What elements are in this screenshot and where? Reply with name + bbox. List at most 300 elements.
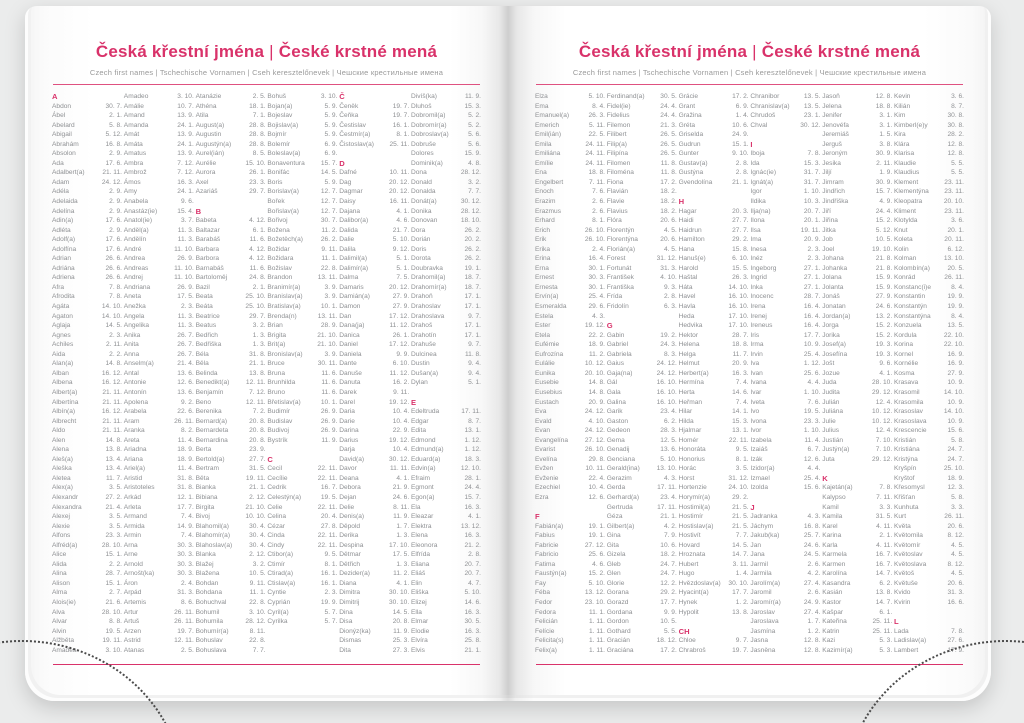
first-name: Hroznata: [678, 551, 706, 559]
first-name: Danuše: [339, 369, 362, 377]
name-entry: [750, 245, 820, 255]
name-day-date: 12. 11.: [245, 379, 266, 387]
name-entry: [894, 569, 964, 579]
name-day-date: 16. 8.: [105, 140, 122, 148]
first-name: Kira: [893, 131, 906, 139]
first-name: Ignác(ie): [750, 169, 777, 177]
name-day-date: 29. 7.: [249, 312, 266, 320]
first-name: Jaroslava: [750, 618, 779, 626]
name-entry: [124, 140, 194, 150]
name-entry: [750, 579, 820, 589]
first-name: Debora: [339, 484, 361, 492]
name-day-date: 29. 2.: [660, 589, 677, 597]
first-name: Amálie: [123, 102, 144, 110]
name-entry: [750, 426, 820, 436]
first-name: Edita: [410, 427, 427, 435]
first-name: Ambra: [123, 159, 144, 167]
first-name: Dejan: [339, 493, 357, 501]
name-entry: [607, 130, 677, 140]
first-name: Helmut: [678, 360, 700, 368]
first-name: Esmeralda: [535, 303, 567, 311]
first-name: Jakub(ka): [750, 532, 780, 540]
name-entry: [124, 503, 194, 513]
first-name: Adolf(a): [52, 236, 76, 244]
first-name: Boris: [267, 178, 283, 186]
name-day-date: 18. 1.: [249, 102, 266, 110]
name-day-date: 11. 9.: [393, 513, 410, 521]
name-day-date: 17. 11.: [657, 503, 677, 511]
name-day-date: 16. 7.: [875, 560, 893, 568]
name-day-date: 10. 3.: [803, 198, 821, 206]
name-entry: [679, 130, 749, 140]
name-entry: [124, 111, 194, 121]
first-name: Anabela: [123, 198, 148, 206]
first-name: Hedvika: [678, 322, 703, 330]
name-entry: [411, 245, 481, 255]
name-day-date: 5. 10.: [588, 579, 605, 587]
name-entry: [339, 254, 409, 264]
name-day-date: 20. 5.: [947, 264, 964, 272]
name-entry: [339, 350, 409, 360]
name-entry: [894, 273, 964, 283]
name-day-date: 7. 6.: [807, 398, 821, 406]
first-name: Amadeo: [123, 93, 149, 100]
name-day-date: 12. 6.: [803, 455, 821, 463]
first-name: Andriana: [123, 283, 151, 291]
name-entry: [196, 445, 266, 455]
first-name: Drahoš: [410, 322, 433, 330]
name-entry: [52, 121, 122, 131]
name-entry: [411, 493, 481, 503]
first-name: Evangelína: [535, 436, 568, 444]
footer-rule: [536, 664, 963, 666]
name-column: [196, 92, 266, 655]
first-name: Artuš: [123, 618, 140, 626]
name-entry: [196, 226, 266, 236]
name-day-date: 19. 1.: [588, 532, 605, 540]
first-name: Gilbert(a): [606, 522, 635, 530]
name-entry: [52, 617, 122, 627]
first-name: Anita: [123, 341, 139, 349]
name-entry: [535, 455, 605, 465]
name-day-date: 1. 5.: [879, 131, 893, 139]
name-day-date: 15. 3.: [464, 102, 481, 110]
name-day-date: 1. 2.: [807, 627, 821, 635]
name-entry: [679, 92, 749, 102]
name-entry: [267, 417, 337, 427]
first-name: Eusebie: [535, 379, 559, 387]
name-entry: [196, 149, 266, 159]
first-name: Iva: [750, 360, 760, 368]
name-entry: [535, 378, 605, 388]
first-name: Felície: [535, 627, 555, 635]
name-entry: [679, 168, 749, 178]
name-day-date: 30. 5.: [464, 618, 481, 626]
name-entry: [535, 541, 605, 551]
name-day-date: 6. 2.: [663, 417, 677, 425]
first-name: Jonáš: [822, 293, 840, 301]
name-day-date: 24. 3.: [660, 341, 677, 349]
first-name: Igor: [750, 188, 762, 196]
name-entry: [124, 579, 194, 589]
name-day-date: 22. 11.: [317, 474, 338, 482]
name-entry: [535, 235, 605, 245]
name-entry: [679, 359, 749, 369]
name-day-date: 10. 4.: [392, 446, 410, 454]
name-day-date: 21. 11.: [102, 388, 122, 396]
name-entry: [124, 617, 194, 627]
first-name: Armand: [123, 513, 147, 521]
name-entry: [822, 608, 892, 618]
name-day-date: 24. 12.: [101, 178, 122, 186]
first-name: Berenika: [195, 408, 222, 416]
name-entry: [894, 292, 964, 302]
first-name: Hostimír: [678, 513, 704, 521]
name-entry: [607, 378, 677, 388]
first-name: Aletea: [52, 474, 71, 482]
name-entry: [267, 569, 337, 579]
name-day-date: 26. 3.: [588, 112, 605, 120]
name-day-date: 7. 11.: [876, 493, 893, 501]
name-entry: [124, 407, 194, 417]
first-name: Izolda: [750, 484, 768, 492]
name-day-date: 30. 7.: [320, 217, 338, 225]
name-entry: [339, 617, 409, 627]
name-entry: [267, 178, 337, 188]
name-entry: [196, 378, 266, 388]
first-name: Dina: [339, 608, 353, 616]
first-name: Ariana: [123, 455, 143, 463]
name-day-date: 8. 2.: [180, 427, 194, 435]
left-page-header: [25, 6, 508, 85]
name-entry: [607, 159, 677, 169]
name-entry: [679, 455, 749, 465]
name-entry: [535, 350, 605, 360]
first-name: Adrian: [52, 255, 72, 263]
name-day-date: 8. 12.: [947, 560, 964, 568]
name-day-date: 21. 5.: [732, 522, 749, 530]
name-day-date: 11. 9.: [464, 93, 481, 100]
name-day-date: 19. 7.: [392, 112, 410, 120]
name-entry: [750, 121, 820, 131]
first-name: Athéna: [195, 102, 217, 110]
first-name: Anděl(a): [123, 226, 149, 234]
first-name: Čeněk: [339, 102, 359, 110]
name-day-date: 4. 5.: [663, 245, 677, 253]
first-name: Klotylda: [893, 217, 918, 225]
name-day-date: 12. 8.: [803, 637, 821, 645]
name-day-date: 5. 5.: [663, 627, 677, 635]
first-name: Budislav: [267, 417, 293, 425]
name-entry: [124, 273, 194, 283]
name-entry: [52, 407, 122, 417]
first-name: Bernardina: [195, 436, 228, 444]
name-column: [894, 92, 964, 655]
first-name: Alban: [52, 369, 69, 377]
name-day-date: 21. 9.: [392, 484, 410, 492]
first-name: Arna: [123, 541, 138, 549]
name-day-date: 30. 12.: [800, 121, 821, 129]
first-name: Drahomír(a): [410, 283, 447, 291]
name-day-date: 10. 4.: [392, 408, 410, 416]
first-name: Korina: [893, 341, 914, 349]
name-entry: [535, 608, 605, 618]
name-day-date: 26. 5.: [660, 150, 677, 158]
name-entry: [750, 111, 820, 121]
name-day-date: 30. 8.: [947, 121, 964, 129]
name-day-date: 24. 12.: [656, 360, 677, 368]
first-name: Kamil: [822, 503, 839, 511]
first-name: Donald: [410, 178, 432, 186]
name-day-date: 1. 7.: [807, 618, 821, 626]
title-czech: Česká křestní jména: [578, 42, 748, 61]
name-day-date: 16. 10.: [728, 293, 749, 301]
first-name: Ariel(a): [123, 465, 146, 473]
name-entry: [535, 111, 605, 121]
name-day-date: 19. 11.: [800, 226, 821, 234]
first-name: Arnošt(ka): [123, 570, 155, 578]
first-name: Jarmil: [750, 560, 768, 568]
first-name: Adelaida: [52, 198, 78, 206]
name-day-date: 24. 1.: [177, 140, 194, 148]
first-name: Flóra: [606, 217, 622, 225]
name-day-date: 29. 2.: [732, 493, 749, 501]
first-name: Hortenzie: [678, 484, 707, 492]
name-entry: [607, 588, 677, 598]
name-entry: [822, 617, 892, 627]
name-day-date: 30. 3.: [177, 541, 194, 549]
first-name: Dulcinea: [410, 350, 437, 358]
name-day-date: 12. 8.: [875, 93, 893, 100]
name-entry: [607, 627, 677, 637]
name-day-date: 6. 12.: [947, 245, 964, 253]
name-entry: [822, 350, 892, 360]
name-entry: [679, 226, 749, 236]
first-name: Dustin: [410, 360, 430, 368]
first-name: Drahoň: [410, 293, 433, 301]
first-name: Amát: [123, 131, 140, 139]
name-day-date: 13. 6.: [660, 446, 677, 454]
first-name: Blahoslav(a): [195, 541, 233, 549]
name-entry: [894, 350, 964, 360]
first-name: Kasandra: [822, 579, 851, 587]
name-day-date: 17. 2.: [660, 646, 677, 654]
name-entry: [894, 216, 964, 226]
name-entry: [750, 445, 820, 455]
first-name: Celie: [267, 503, 283, 511]
name-entry: [894, 340, 964, 350]
name-day-date: 20. 7.: [464, 570, 481, 578]
name-day-date: 15. 1.: [732, 140, 749, 148]
first-name: Elin: [410, 579, 422, 587]
first-name: Áron: [123, 579, 138, 587]
name-day-date: 30. 4.: [249, 532, 266, 540]
name-entry: [339, 378, 409, 388]
name-entry: [750, 627, 820, 637]
name-entry: [411, 331, 481, 341]
name-entry: [339, 245, 409, 255]
first-name: Hostivít: [678, 532, 701, 540]
name-day-date: 3. 2.: [252, 322, 266, 330]
name-day-date: 15. 2.: [875, 331, 893, 339]
first-name: Alva: [52, 608, 65, 616]
name-entry: [339, 302, 409, 312]
first-name: Konstantin: [893, 293, 926, 301]
name-entry: [822, 178, 892, 188]
name-entry: [894, 541, 964, 551]
name-entry: [267, 130, 337, 140]
name-day-date: 17. 7.: [177, 503, 194, 511]
first-name: Dimitrij: [339, 598, 360, 606]
name-entry: [124, 493, 194, 503]
name-entry: [267, 264, 337, 274]
name-entry: [124, 522, 194, 532]
section-letter: G: [606, 321, 613, 331]
name-entry: [750, 187, 820, 197]
name-entry: [750, 512, 820, 522]
first-name: Artur: [123, 608, 139, 616]
name-entry: [894, 226, 964, 236]
name-day-date: 14. 7.: [875, 598, 893, 606]
name-day-date: 21. 1.: [249, 484, 266, 492]
name-entry: [52, 417, 122, 427]
first-name: Blahomír(a): [195, 532, 231, 540]
name-day-date: 14. 5.: [392, 608, 410, 616]
name-entry: [267, 321, 337, 331]
name-entry: [124, 436, 194, 446]
first-name: Jaromil: [750, 589, 772, 597]
first-name: Lada: [893, 627, 909, 635]
name-entry: [894, 159, 964, 169]
name-day-date: 26. 6.: [105, 264, 122, 272]
name-entry: [535, 369, 605, 379]
name-day-date: 24. 9.: [732, 131, 749, 139]
name-entry: [894, 493, 964, 503]
first-name: Alfons: [52, 532, 71, 540]
name-entry: [52, 312, 122, 322]
first-name: Dorián: [410, 236, 431, 244]
name-day-date: 9. 3.: [663, 283, 677, 291]
name-column: [822, 92, 892, 655]
first-name: Dětřich: [339, 560, 361, 568]
name-day-date: 28. 9.: [320, 322, 338, 330]
name-entry: [124, 283, 194, 293]
name-day-date: 5. 5.: [951, 159, 964, 167]
name-day-date: 16. 1.: [320, 579, 338, 587]
name-entry: [267, 531, 337, 541]
first-name: Darina: [339, 427, 359, 435]
first-name: Hektor: [678, 331, 699, 339]
name-entry: [267, 598, 337, 608]
name-day-date: 21. 5.: [732, 513, 749, 521]
first-name: Horst: [678, 474, 695, 482]
name-entry: [894, 627, 964, 637]
name-day-date: 11. 9.: [393, 627, 410, 635]
name-day-date: 13. 4.: [105, 465, 122, 473]
name-day-date: 27. 7.: [732, 217, 749, 225]
name-day-date: 1. 11.: [588, 627, 605, 635]
name-day-date: 19. 9.: [947, 303, 964, 311]
name-entry: [750, 455, 820, 465]
name-day-date: 31. 12.: [656, 255, 677, 263]
first-name: Anna: [123, 350, 140, 358]
name-day-date: 1. 3.: [396, 560, 410, 568]
name-day-date: 8. 7.: [951, 102, 964, 110]
name-day-date: 23. 11.: [944, 207, 964, 215]
first-name: Kryšpín: [893, 465, 917, 473]
name-day-date: 13. 8.: [732, 608, 749, 616]
name-entry: [607, 636, 677, 646]
name-entry: [267, 235, 337, 245]
name-entry: [750, 398, 820, 408]
first-name: Felicián: [535, 618, 558, 626]
name-day-date: 25. 4.: [803, 350, 821, 358]
name-day-date: 5. 7.: [324, 618, 338, 626]
name-day-date: 8. 1.: [324, 560, 338, 568]
name-day-date: 7. 1.: [252, 112, 266, 120]
name-day-date: 22. 10.: [943, 341, 964, 349]
first-name: Erhard: [535, 217, 555, 225]
name-entry: [196, 121, 266, 131]
first-name: Grant: [678, 102, 696, 110]
name-entry: [822, 636, 892, 646]
first-name: Derika: [339, 532, 359, 540]
name-entry: [339, 388, 409, 398]
name-entry: [196, 608, 266, 618]
name-day-date: 27. 9.: [875, 293, 893, 301]
first-name: Aleš(a): [52, 455, 73, 463]
first-name: Frída: [606, 293, 623, 301]
name-entry: [124, 588, 194, 598]
name-entry: [894, 102, 964, 112]
name-day-date: 13. 9.: [177, 131, 194, 139]
first-name: Amatus: [123, 150, 147, 158]
first-name: Cézar: [267, 522, 285, 530]
first-name: Běla: [195, 360, 209, 368]
name-entry: [124, 149, 194, 159]
name-day-date: 12. 2.: [660, 579, 677, 587]
name-entry: [822, 121, 892, 131]
first-name: Čeňka: [339, 112, 359, 120]
first-name: Jindřich: [822, 188, 845, 196]
first-name: Gala: [606, 388, 621, 396]
name-day-date: 8. 4.: [592, 102, 605, 110]
first-name: Bohuchval: [195, 598, 227, 606]
name-day-date: 4. 11.: [876, 522, 893, 530]
name-day-date: 3. 5.: [735, 465, 749, 473]
name-entry: [52, 130, 122, 140]
name-day-date: 25. 10.: [943, 465, 964, 473]
name-entry: [607, 550, 677, 560]
first-name: Estela: [535, 312, 554, 320]
first-name: Dalida: [339, 226, 358, 234]
name-day-date: 28. 12.: [460, 169, 481, 177]
first-name: Kristián: [893, 436, 916, 444]
name-day-date: 26. 1.: [249, 169, 266, 177]
name-day-date: 6. 2.: [879, 579, 893, 587]
name-day-date: 6. 1.: [252, 226, 266, 234]
name-entry: [196, 273, 266, 283]
name-entry: [822, 111, 892, 121]
first-name: Kordula: [893, 331, 917, 339]
name-day-date: 26. 9.: [320, 417, 338, 425]
section-letter: K: [822, 473, 828, 483]
first-name: Kim: [893, 112, 906, 120]
name-day-date: 3. 9.: [324, 350, 338, 358]
name-day-date: 9. 2.: [180, 398, 194, 406]
first-name: Izabela: [750, 436, 772, 444]
name-day-date: 18. 7.: [464, 274, 481, 282]
